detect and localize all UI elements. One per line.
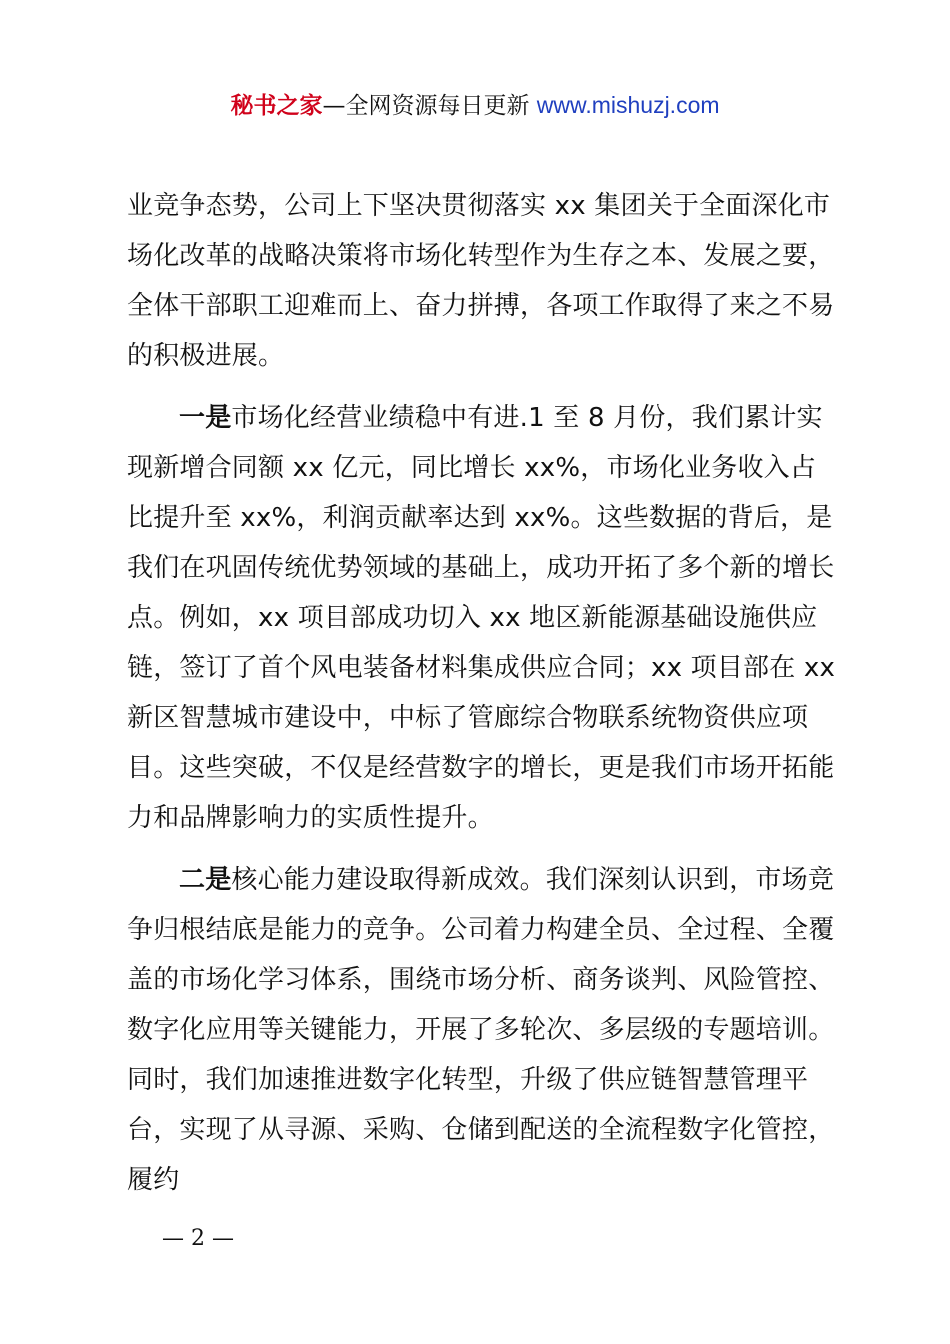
paragraph-text: 核心能力建设取得新成效。我们深刻认识到，市场竞争归根结底是能力的竞争。公司着力构建全员、全过程、全覆盖的市场化学习体系，围绕市场分析、商务谈判、风险管控、数字化应用等关键能力，开展了多轮次、多层级的专题培训。同时，我们加速推进数字化转型，升级了供应链智慧管理平台，实现了从寻源、采购、仓储到配送的全流程数字化管控，履约 (127, 865, 835, 1195)
paragraph-point-one (127, 393, 837, 843)
site-header (0, 88, 950, 123)
paragraph-point-two (127, 855, 837, 1205)
paragraph-lead: 二是 (179, 865, 232, 895)
paragraph-text: 业竞争态势，公司上下坚决贯彻落实 xx 集团关于全面深化市场化改革的战略决策将市场化转型作为生存之本、发展之要，全体干部职工迎难而上、奋力拼搏，各项工作取得了来之不易的积极进展。 (127, 191, 835, 371)
header-tagline: —全网资源每日更新 (322, 93, 530, 119)
document-body (127, 181, 837, 1205)
site-url-link[interactable]: www.mishuzj.com (536, 92, 720, 118)
paragraph-text: 市场化经营业绩稳中有进.1 至 8 月份，我们累计实现新增合同额 xx 亿元，同比增长 xx%，市场化业务收入占比提升至 xx%，利润贡献率达到 xx%。这些数据的背后，是我们在巩固传统优势领域的基础上，成功开拓了多个新的增长点。例如，xx 项目部成功切入 xx 地区新能源基础设施供应链，签订了首个风电装备材料集成供应合同；xx 项目部在 xx 新区智慧城市建设中，中标了管廊综合物联系统物资供应项目。这些突破，不仅是经营数字的增长，更是我们市场开拓能力和品牌影响力的实质性提升。 (127, 403, 836, 833)
paragraph-intro (127, 181, 837, 381)
page-number: — 2 — (162, 1226, 234, 1251)
brand-name: 秘书之家 (230, 93, 323, 119)
paragraph-lead: 一是 (179, 403, 232, 433)
